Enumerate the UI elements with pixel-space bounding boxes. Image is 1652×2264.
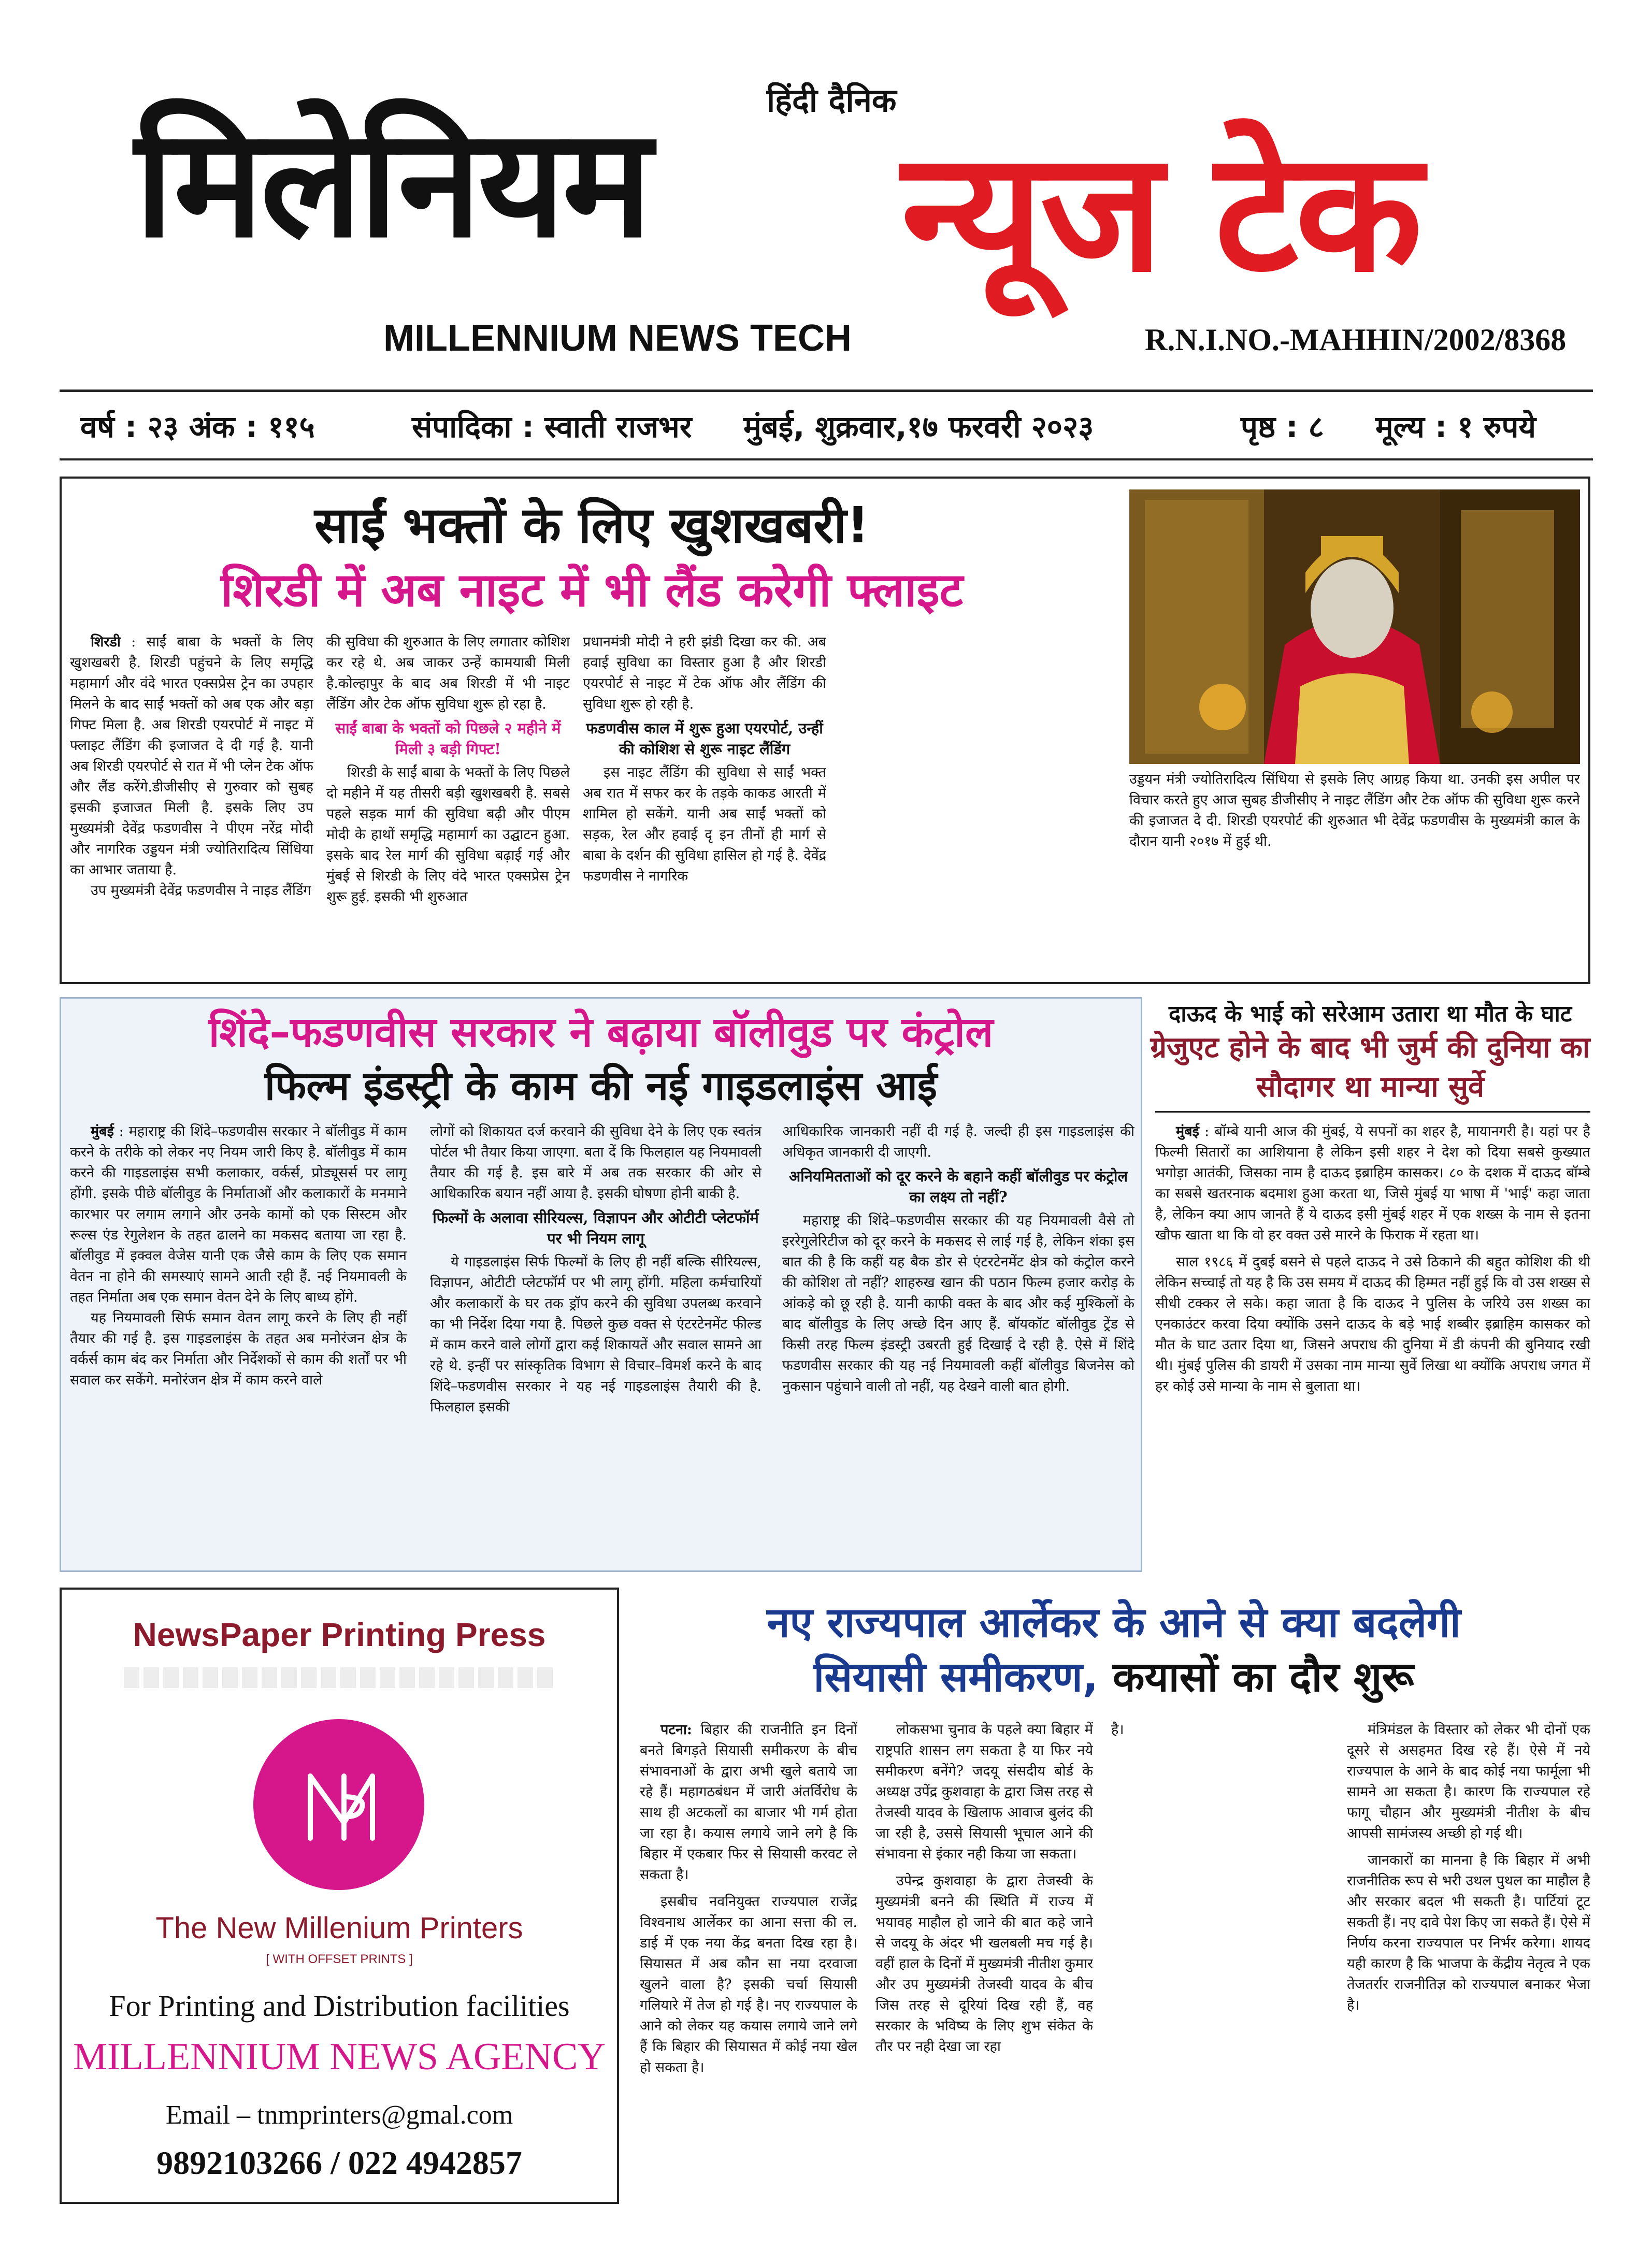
story1-col2a: की सुविधा की शुरुआत के लिए लगातार कोशिश कर रहे थे. अब जाकर उन्हें कामयाबी मिली है.कोल्हापुर के बाद अब शिरडी में भी नाइट लैंडिंग और टेक ऑफ सुविधा शुरू हो रहा है. [326, 634, 570, 712]
story1-col2-subhead: साईं बाबा के भक्तों को पिछले २ महीने में मिली ३ बड़ी गिफ्ट! [335, 719, 561, 758]
ad-printer-name: The New Millenium Printers [155, 1911, 523, 1945]
ad-header: NewsPaper Printing Press [133, 1616, 546, 1653]
story2-col1-text: : महाराष्ट्र की शिंदे–फडणवीस सरकार ने बॉलीवुड में काम करने के तरीके को लेकर नए नियम जारी किए है. बॉलीवुड में काम करने की गाइडलाइंस सभी कलाकार, वर्कर्स, प्रोड्यूसर्स पर लागू होंगी. इसके पीछे बॉलीवुड के निर्माताओं और कलाकारों के मनमाने कारभार पर लगाम लगाने और उनके कामों को एक सिस्टम और रूल्स एंड रेगुलेशन के तहत ढालने का मकसद बताया जा रहा है. बॉलीवुड में इक्वल वेजेस यानी एक जैसे काम के लिए एक समान वेतन ना होने की समस्याएं सामने आती रही हैं. नई नियमावली के तहत निर्माता अब एक समान वेतन देने के लिए बाध्य होंगे. [70, 1123, 407, 1305]
story2-col2a: लोगों को शिकायत दर्ज करवाने की सुविधा देने के लिए एक स्वतंत्र पोर्टल भी तैयार किया जाएगा. बता दें कि फिलहाल यह नियमावली तैयार की गई है. इस बारे में अब तक सरकार की ओर से आधिकारिक बयान नहीं आया है. इसकी घोषणा होनी बाकी है. [430, 1123, 762, 1202]
infobar-top-rule [60, 390, 1593, 392]
story4-col4 [1347, 1720, 1590, 2217]
story3-headline: ग्रेजुएट होने के बाद भी जुर्म की दुनिया का सौदागर था मान्या सुर्वे [1150, 1031, 1590, 1104]
story3-p2: साल १९८६ में दुबई बसने से पहले दाऊद ने उसे ठिकाने की बहुत कोशिश की थी लेकिन सच्चाई तो यह है कि उस समय में दाऊद की हिम्मत नहीं हुई कि वो उस शख्स से सीधी टक्कर ले सके। कहा जाता है कि दाऊद ने पुलिस के जरिये उस शख्स का एनकाउंटर करवा दिया क्योंकि उसने दाऊद के बड़े भाई शब्बीर इब्राहिम कासकर को मौत के घाट उतार दिया था, जिसने अपराध की दुनिया में डी कंपनी की बुनियाद रखी थी। मुंबई पुलिस की डायरी में उसका नाम मान्या सुर्वे लिखा था क्योंकि अपराध जगत में हर कोई उसे मान्या के नाम से बुलाता था। [1155, 1254, 1590, 1394]
printing-press-ad [60, 1588, 619, 2204]
rni-number: R.N.I.NO.-MAHHIN/2002/8368 [1145, 323, 1567, 357]
story3-p1: : बॉम्बे यानी आज की मुंबई, ये सपनों का शहर है, मायानगरी है। यहां पर है फिल्मी सितारों का आशियाना है लेकिन इसी शहर ने देश को दिया सबसे कुख्यात भगोड़ा आतंकी, जिसका नाम है दाऊद इब्राहिम कासकर। ८० के दशक में दाऊद बॉम्बे का सबसे खतरनाक बदमाश हुआ करता था, जिसे मुंबई या भाषा में 'भाई' कहा जाता है, लेकिन क्या आप जानते हैं ये दाऊद इसी मुंबई शहर में एक शख्स के नाम से इतना खौफ खाता था कि वो हर वक्त उसे मारने के फिराक में रहता था। [1155, 1123, 1590, 1243]
story2-subheadline: फिल्म इंडस्ट्री के काम की नई गाइडलाइंस आई [264, 1063, 938, 1109]
ad-email: Email – tnmprinters@gmal.com [165, 2100, 513, 2130]
story4-col2a: लोकसभा चुनाव के पहले क्या बिहार में राष्ट्रपति शासन लग सकता है या फिर नये समीकरण बनेंगे? जदयू संसदीय बोर्ड के अध्यक्ष उपेंद्र कुशवाहा के द्वारा जिस तरह से तेजस्वी यादव के खिलाफ आवाज बुलंद की जा रही है, उससे सियासी भूचाल आने की संभावना से इंकार नही किया जा सकता। [875, 1722, 1093, 1862]
tnmp-logo-mark [253, 1719, 424, 1890]
ad-facilities: For Printing and Distribution facilities [109, 1989, 570, 2023]
story2-col2 [430, 1121, 762, 1567]
story1-col3a: प्रधानमंत्री मोदी ने हरी झंडी दिखा कर की. अब हवाई सुविधा का विस्तार हुआ है और शिरडी एयरपोर्ट से नाइट में टेक ऑफ और लैंडिंग की सुविधा शुरू हो रही है. [583, 634, 826, 712]
story1-headline: साईं भक्तों के लिए खुशखबरी! [314, 496, 869, 554]
story4-col4b: जानकारों का मानना है कि बिहार में अभी राजनीतिक रूप से भरी उथल पुथल का माहौल है और सरकार बदल भी सकती है। पार्टियां टूट सकती हैं। नए दावे पेश किए जा सकते हैं। ऐसे में निर्णय करना राज्यपाल पर निर्भर करेगा। शायद यही कारण है कि भाजपा के केंद्रीय नेतृत्व ने एक तेजतर्रार राजनीतिज्ञ को राज्यपाल बनाकर भेजा है। [1347, 1852, 1590, 2013]
story1-col3 [583, 632, 826, 979]
story3-dateline: मुंबई [1176, 1123, 1199, 1140]
story4-headline-line2a: सियासी समीकरण, [813, 1653, 1099, 1701]
story1-col3-subhead: फडणवीस काल में शुरू हुआ एयरपोर्ट, उन्हीं की कोशिश से शुरू नाइट लैंडिंग [586, 719, 823, 758]
infobar-price: मूल्य : १ रुपये [1375, 409, 1536, 444]
story4-col2 [875, 1720, 1093, 2217]
story2-col3-subhead: अनियमितताओं को दूर करने के बहाने कहीं बॉलीवुड पर कंट्रोल का लक्ष्य तो नहीं? [788, 1167, 1128, 1206]
story4-col1b: इसबीच नवनियुक्त राज्यपाल राजेंद्र विश्वनाथ आर्लेकर का आना सत्ता की ल. डाई में एक नया केंद्र बनता दिख रहा है। सियासत में अब कौन सा नया दरवाजा खुलने वाला है? इसकी चर्चा सियासी गलियारे में तेज हो गई है। नए राज्यपाल के आने को लेकर यह कयास लगाये जाने लगे हैं कि बिहार की सियासत में कोई नया खेल हो सकता है। [640, 1894, 857, 2075]
story2-col3b: महाराष्ट्र की शिंदे–फडणवीस सरकार की यह नियमावली वैसे तो इररेगुलेरिटीज को दूर करने के मकसद से लाई गई है, लेकिन शंका इस बात की है कि कहीं यह बैक डोर से एंटरटेनमेंट क्षेत्र को कंट्रोल करने की कोशिश तो नहीं? शाहरुख खान की पठान फिल्म हजार करोड़ के आंकड़े को छू रही है. यानी काफी वक्त के बाद और कई मुश्किलों के बाद बॉलीवुड के लिए अच्छे दिन आए हैं. बॉयकॉट बॉलीवुड ट्रेंड से किसी तरह फिल्म इंडस्ट्री उबरती हुई दिखाई दे रही है. ऐसे में शिंदे फडणवीस सरकार की यह नई नियमावली कहीं बॉलीवुड बिजनेस को नुकसान पहुंचाने वाली तो नहीं, यह देखने वाली बात होगी. [782, 1213, 1134, 1394]
infobar-bottom-rule [60, 458, 1593, 460]
story1-col3b: इस नाइट लैंडिंग की सुविधा से साईं भक्त अब रात में सफर कर के तड़के काकड आरती में शामिल हो सकेंगे. यानी अब साईं भक्तों को सड़क, रेल और हवाई दृ इन तीनों ही मार्ग से बाबा के दर्शन की सुविधा हासिल हो गई है. देवेंद्र फडणवीस ने नागरिक [583, 765, 826, 884]
story1-col1-text: : साईं बाबा के भक्तों के लिए खुशखबरी है. शिरडी पहुंचने के लिए समृद्धि महामार्ग और वंदे भारत एक्सप्रेस ट्रेन का उपहार मिलने के बाद साईं भक्तों को अब एक और बड़ा गिफ्ट मिला है. अब शिरडी एयरपोर्ट में नाइट में फ्लाइट लैंडिंग की इजाजत दे दी गई है. यानी अब शिरडी एयरपोर्ट से रात में भी प्लेन टेक ऑफ और लैंड करेंगे.डीजीसीए से गुरुवार को सुबह इसकी इजाजत मिली है. इसके लिए उप मुख्यमंत्री देवेंद्र फडणवीस ने पीएम नरेंद्र मोदी और नागरिक उड्डयन मंत्री ज्योतिरादित्य सिंधिया का आभार जताया है. [70, 634, 313, 878]
story3-kicker: दाऊद के भाई को सरेआम उतारा था मौत के घाट [1168, 1001, 1572, 1027]
story4-col3a: है। [1111, 1722, 1124, 1738]
story1-dateline: शिरडी [91, 634, 121, 650]
infobar-year-issue: वर्ष : २३ अंक : ११५ [80, 409, 315, 444]
infobar-place-date: मुंबई, शुक्रवार,१७ फरवरी २०२३ [743, 409, 1094, 444]
masthead-english-name: MILLENNIUM NEWS TECH [383, 318, 852, 359]
sai-baba-illustration [1129, 489, 1580, 764]
masthead [0, 0, 1652, 399]
ad-printer-sub: [ WITH OFFSET PRINTS ] [266, 1952, 413, 1966]
story4-col4a: मंत्रिमंडल के विस्तार को लेकर भी दोनों एक दूसरे से असहमत दिख रहे हैं। ऐसे में नये राज्यपाल के आने के बाद कोई नया फार्मूला भी सामने आ सकता है। कारण कि राज्यपाल रहे फागू चौहान और मुख्यमंत्री नीतीश के बीच आपसी सामंजस्य अच्छी हो गई थी। [1347, 1722, 1590, 1841]
ad-watermark-text [124, 1667, 554, 1688]
story4-col1 [640, 1720, 857, 2217]
story3-headline-rule [1155, 1111, 1590, 1113]
story1-col1 [70, 632, 313, 979]
story1-col1b: उप मुख्यमंत्री देवेंद्र फडणवीस ने नाइड लैंडिंग [91, 883, 311, 899]
ad-agency: MILLENNIUM NEWS AGENCY [73, 2036, 606, 2078]
story2-headline: शिंदे–फडणवीस सरकार ने बढ़ाया बॉलीवुड पर कंट्रोल [208, 1008, 994, 1056]
story1-subheadline: शिरडी में अब नाइट में भी लैंड करेगी फ्लाइट [221, 563, 963, 617]
story2-col1b: यह नियमावली सिर्फ समान वेतन लागू करने के लिए ही नहीं तैयार की गई है. इस गाइडलाइंस के तहत अब मनोरंजन क्षेत्र के वर्कर्स काम बंद कर निर्माता और निर्देशकों से काम की शर्तों पर भी सवाल कर सकेंगे. मनोरंजन क्षेत्र में काम करने वाले [70, 1310, 407, 1388]
story2-col1 [70, 1121, 407, 1567]
infobar-editor: संपादिका : स्वाती राजभर [412, 409, 692, 444]
story4-headline-line1: नए राज्यपाल आर्लेकर के आने से क्या बदलेगी [767, 1598, 1461, 1647]
story1-col2 [326, 632, 570, 979]
masthead-title-black: मिलेनियम [135, 96, 649, 271]
infobar [80, 399, 1583, 456]
story3-body [1155, 1121, 1590, 1572]
story2-col3a: आधिकारिक जानकारी नहीं दी गई है. जल्दी ही इस गाइडलाइंस की अधिकृत जानकारी दी जाएगी. [782, 1123, 1134, 1160]
story1-image [1129, 489, 1580, 764]
story4-dateline: पटना: [660, 1722, 692, 1738]
story1-col2b: शिरडी के साईं बाबा के भक्तों के लिए पिछले दो महीने में यह तीसरी बड़ी खुशखबरी है. सबसे पहले सड़क मार्ग की सुविधा बढ़ी और पीएम मोदी के हाथों समृद्धि महामार्ग का उद्घाटन हुआ. इसके बाद रेल मार्ग की सुविधा बढ़ाई गई और मुंबई से शिरडी के लिए वंदे भारत एक्सप्रेस ट्रेन शुरू हुई. इसकी भी शुरुआत [326, 765, 570, 905]
story1-col4 [1129, 769, 1580, 979]
story2-col2-subhead: फिल्मों के अलावा सीरियल्स, विज्ञापन और ओटीटी प्लेटफॉर्म पर भी नियम लागू [433, 1209, 759, 1247]
story4-headline-line2 [637, 1647, 1590, 1704]
masthead-tagline: हिंदी दैनिक [767, 81, 897, 119]
story4-col3 [1111, 1720, 1329, 2217]
story2-col2b: ये गाइडलाइंस सिर्फ फिल्मों के लिए ही नहीं बल्कि सीरियल्स, विज्ञापन, ओटीटी प्लेटफॉर्म पर भी लागू होंगी. महिला कर्मचारियों और कलाकारों के घर तक ड्रॉप करने की सुविधा उपलब्ध करवाने का भी निर्देश दिया गया है. पिछले कुछ वक्त से एंटरटेनमेंट फील्ड में काम करने वाले लोगों द्वारा कई शिकायतें और सवाल सामने आ रहे थे. इन्हीं पर सांस्कृतिक विभाग से विचार–विमर्श करने के बाद शिंदे–फडणवीस सरकार ने यह नई गाइडलाइंस तैयारी की है. फिलहाल इसकी [430, 1254, 762, 1415]
story2-col3 [782, 1121, 1134, 1567]
story2-dateline: मुंबई [91, 1123, 114, 1140]
story4-col1a: बिहार की राजनीति इन दिनों बनते बिगड़ते सियासी समीकरण के बीच संभावनाओं के द्वारा अभी खुले बताये जा रहे हैं। महागठबंधन में जारी अंतर्विरोध के साथ ही अटकलों का बाजार भी गर्म होता जा रहा है। कयास लगाये जाने लगे है कि बिहार में एकबार फिर से सियासी करवट ले सकता है। [640, 1722, 857, 1883]
masthead-title-red: न्यूज टेक [901, 116, 1419, 309]
ad-phone: 9892103266 / 022 4942857 [156, 2144, 522, 2181]
story4-headline-line2b: कयासों का दौर शुरू [1098, 1653, 1414, 1701]
infobar-pages: पृष्ठ : ८ [1241, 409, 1324, 444]
story1-col4-text: उड्डयन मंत्री ज्योतिरादित्य सिंधिया से इसके लिए आग्रह किया था. उनकी इस अपील पर विचार करते हुए आज सुबह डीजीसीए ने नाइट लैंडिंग और टेक ऑफ की सुविधा शुरू करने की इजाजत दे दी. शिरडी एयरपोर्ट की शुरुआत भी देवेंद्र फडणवीस के मुख्यमंत्री काल के दौरान यानी २०१७ में हुई थी. [1129, 771, 1580, 849]
tnmp-logo [253, 1719, 424, 1890]
story4-col2b: उपेन्द्र कुशवाहा के द्वारा तेजस्वी के मुख्यमंत्री बनने की स्थिति में राज्य में भयावह माहौल हो जाने की बात कहे जाने से जदयू के अंदर भी खलबली मच गई है। वहीं हाल के दिनों में मुख्यमंत्री नीतीश कुमार और उप मुख्यमंत्री तेजस्वी यादव के बीच जिस तरह से दूरियां दिख रही हैं, वह सरकार के भविष्य के लिए शुभ संकेत के तौर पर नही देखा जा रहा [875, 1873, 1093, 2055]
